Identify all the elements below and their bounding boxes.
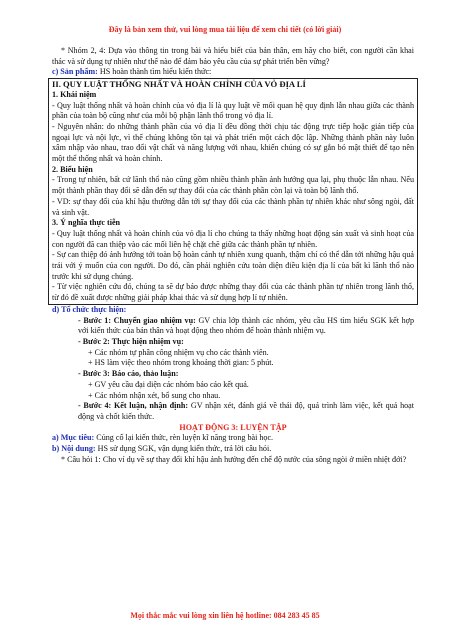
section-3-heading: 3. Ý nghĩa thực tiễn xyxy=(52,218,121,228)
content-line xyxy=(52,444,414,455)
step-2-label: - Bước 2: Thực hiện nhiệm vụ: xyxy=(78,336,184,346)
step-4-label: - Bước 4: Kết luận, nhận định: xyxy=(78,401,189,411)
section-1-para-1: - Quy luật thống nhất và hoàn chỉnh của vỏ địa lí là quy luật về mối quan hệ quy định lẫn nhau giữa các thành phần của toàn bộ cũng như của mỗi bộ phận lãnh thổ trong vỏ địa lí. xyxy=(52,100,414,121)
step-3-item-1: + GV yêu cầu đại diện các nhóm báo cáo kết quả. xyxy=(88,379,249,389)
section-2-para-2: - VD: sự thay đổi của khí hậu thường dẫn tới sự thay đổi của các thành phần tự nhiên khác như sông ngòi, đất và sinh vật. xyxy=(52,196,414,217)
step-3-label: - Bước 3: Báo cáo, thảo luận: xyxy=(78,369,179,379)
step-1-label: - Bước 1: Chuyển giao nhiệm vụ: xyxy=(78,315,196,325)
intro-paragraph: * Nhóm 2, 4: Dựa vào thông tin trong bài và hiểu biết của bản thân, em hãy cho biết, con người cần khai thác và sử dụng tự nhiên như thế nào để đảm bảo yêu cầu của sự phát triển bền vững? xyxy=(52,46,414,66)
step-2-item-1: + Các nhóm tự phân công nhiệm vụ cho các thành viên. xyxy=(88,347,269,357)
knowledge-box xyxy=(48,78,418,305)
box-title: II. QUY LUẬT THỐNG NHẤT VÀ HOÀN CHỈNH CỦA VỎ ĐỊA LÍ xyxy=(52,79,306,90)
step-1-text: GV chia lớp thành các nhóm, yêu cầu HS tìm hiểu SGK kết hợp với kiến thức của bản thân và hoạt động theo nhóm để hoàn thành nhiệm vụ. xyxy=(78,315,415,336)
section-1-heading: 1. Khái niệm xyxy=(52,89,97,99)
activity-title: HOẠT ĐỘNG 3: LUYỆN TẬP xyxy=(179,422,287,432)
section-3-para-1: - Quy luật thống nhất và hoàn chỉnh của vỏ địa lí cho chúng ta thấy những hoạt động sản xuất và sinh hoạt của con người đã can thiệp vào các mối liên hệ chặt chẽ giữa các thành phần tự nhiên. xyxy=(52,228,414,249)
step-4 xyxy=(52,401,414,422)
hotline-banner: Mọi thắc mắc vui lòng xin liên hệ hotline: 084 283 45 85 xyxy=(130,611,320,620)
product-label: c) Sản phẩm: xyxy=(52,67,98,77)
goal-line xyxy=(52,433,414,444)
content-label: b) Nội dung: xyxy=(52,444,96,454)
goal-label: a) Mục tiêu: xyxy=(52,433,95,443)
question-1: * Câu hỏi 1: Cho ví dụ về sự thay đổi khí hậu ảnh hưởng đến chế độ nước của sông ngòi ở miền nhiệt đới? xyxy=(61,454,407,464)
content-text: HS sử dụng SGK, vận dụng kiến thức, trả lời câu hỏi. xyxy=(95,444,272,454)
goal-text: Củng cố lại kiến thức, rèn luyện kĩ năng trong bài học. xyxy=(94,433,274,443)
step-2-item-2: + HS làm việc theo nhóm trong khoảng thời gian: 5 phút. xyxy=(88,358,274,368)
product-line xyxy=(52,67,414,78)
product-text: HS hoàn thành tìm hiểu kiến thức: xyxy=(97,67,212,77)
step-3-item-2: + Các nhóm nhận xét, bổ sung cho nhau. xyxy=(88,390,221,400)
document-content xyxy=(52,46,414,465)
organization-label: d) Tổ chức thực hiện: xyxy=(52,304,127,314)
section-3-para-3: - Từ việc nghiên cứu đó, chúng ta sẽ dự báo được những thay đổi của các thành phần tự nhiên trong lãnh thổ, từ đó đề xuất được những giải pháp khai thác và sử dụng hợp lí tự nhiên. xyxy=(52,282,414,303)
step-1 xyxy=(52,316,414,337)
preview-banner: Đây là bản xem thử, vui lòng mua tài liệu để xem chi tiết (có lời giải) xyxy=(108,25,342,34)
section-2-heading: 2. Biểu hiện xyxy=(52,164,93,174)
step-4-text: GV nhận xét, đánh giá về thái độ, quá trình làm việc, kết quả hoạt động và chốt kiến thức. xyxy=(78,401,414,421)
section-2-para-1: - Trong tự nhiên, bất cứ lãnh thổ nào cũng gồm nhiều thành phần ảnh hưởng qua lại, phụ thuộc lẫn nhau. Nếu một thành phần thay đổi sẽ dẫn đến sự thay đổi của các thành phần còn lại và toàn bộ lãnh thổ. xyxy=(52,175,414,196)
section-1-para-2: - Nguyên nhân: do những thành phần của vỏ địa lí đều đồng thời chịu tác động trực tiếp hoặc gián tiếp của ngoại lực và nội lực, vì thế chúng không tồn tại và phát triển một cách độc lập. Những thành phần này luôn xâm nhập vào nhau, trao đổi vật chất và năng lượng với nhau, khiến chúng có sự gắn bó mật thiết để tạo nên một thể thống nhất và hoàn chỉnh. xyxy=(52,121,414,164)
section-3-para-2: - Sự can thiệp đó ảnh hưởng tới toàn bộ hoàn cảnh tự nhiên xung quanh, thậm chí có thể dẫn tới những hậu quả trái với ý muốn của con người. Do đó, cần phải nghiên cứu toàn diện điều kiện địa lí của bất kì lãnh thổ nào trước khi sử dụng chúng. xyxy=(52,250,414,281)
